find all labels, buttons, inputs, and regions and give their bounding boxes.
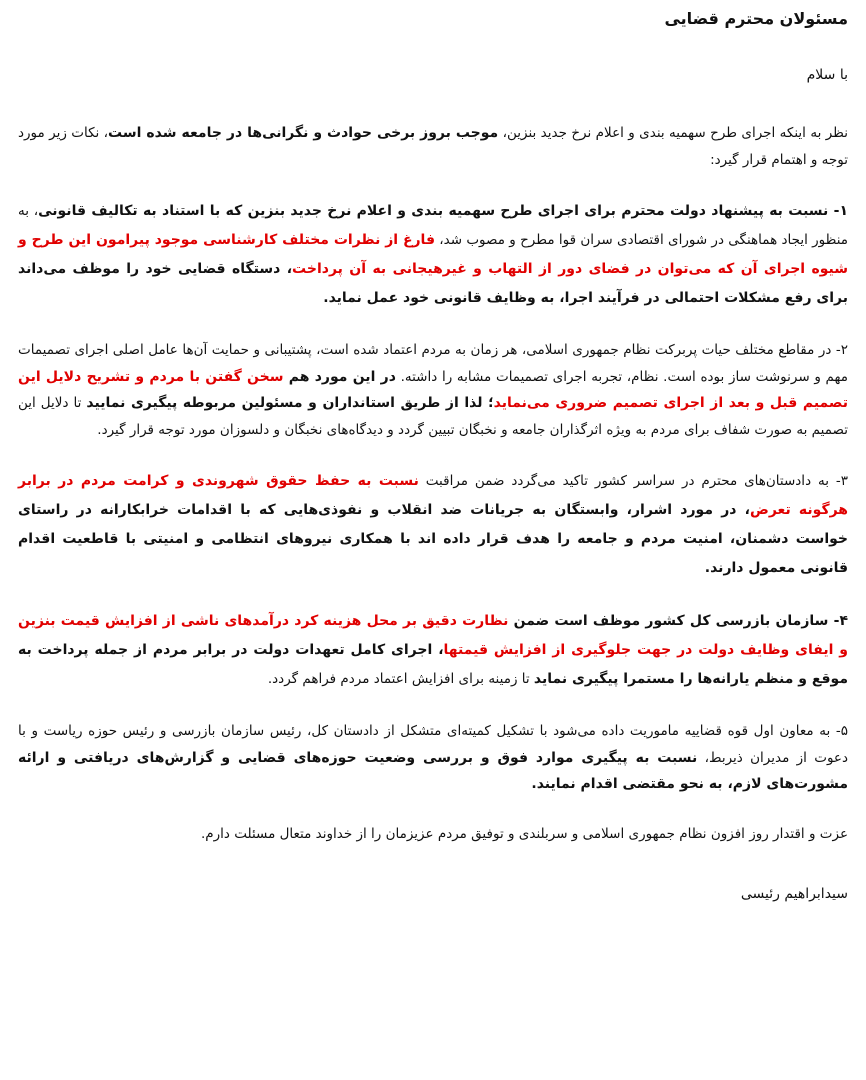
item-2-text-end: تا دلایل این تصمیم به صورت شفاف برای مردم به ویژه اثرگذاران جامعه و نخبگان تبیین گردد و دیدگاه‌های نخبگان و دلسوزان مورد توجه قرار گیرد. [18, 395, 848, 438]
item-2-bold: در این مورد هم [283, 368, 396, 385]
item-2-text: ۲- در مقاطع مختلف حیات پربرکت نظام جمهوری اسلامی، هر زمان به مردم اعتماد شده است، پشتیبانی و حمایت آن‌ها عامل اصلی اجرای تصمیمات مهم و سرنوشت ساز بوده است. نظام، تجربه اجرای تصمیمات مشابه را داشته. [18, 342, 848, 385]
item-1-bold-end: ، دستگاه قضایی خود را موظف می‌داند برای رفع مشکلات احتمالی در فرآیند اجرا، به وظایف قانونی خود عمل نماید. [18, 261, 848, 306]
letter-title: مسئولان محترم قضایی [664, 9, 848, 28]
item-4-red-emphasis: نظارت دقیق بر محل هزینه کرد درآمدهای ناشی از افزایش قیمت بنزین و ایفای وظایف دولت در جهت جلوگیری از افزایش قیمتها [18, 613, 849, 658]
item-1-paragraph [18, 197, 848, 313]
item-5-text: ۵- به معاون اول قوه قضاییه ماموریت داده می‌شود با تشکیل کمیته‌ای متشکل از دادستان کل، رئیس سازمان بازرسی و رئیس حوزه ریاست و با دعوت از مدیران ذیربط، [18, 723, 848, 766]
intro-text-end: ، نکات زیر مورد توجه و اهتمام قرار گیرد: [18, 125, 848, 168]
item-3-text: ۳- به دادستان‌های محترم در سراسر کشور تاکید می‌گردد ضمن مراقبت [418, 473, 848, 489]
item-1-bold: ۱- نسبت به پیشنهاد دولت محترم برای اجرای طرح سهمیه بندی و اعلام نرخ جدید بنزین که با استناد به تکالیف قانونی [38, 203, 848, 219]
item-1-text: ، به منظور ایجاد هماهنگی در شورای اقتصادی سران قوا مطرح و مصوب شد، [18, 203, 849, 248]
item-3-bold: ، در مورد اشرار، وابستگان به جریانات ضد انقلاب و نفوذی‌هایی که با اقدامات خرابکارانه در راستای خواست دشمنان، امنیت مردم و جامعه را هدف قرار داده اند با همکاری نیروهای انتظامی و امنیتی با قاطعیت اقدام قانونی معمول دارند. [18, 502, 848, 576]
item-4-paragraph [18, 607, 848, 694]
item-2-red-emphasis: سخن گفتن با مردم و تشریح دلایل این تصمیم قبل و بعد از اجرای تصمیم ضروری می‌نماید [18, 368, 848, 411]
item-2-bold-end: ؛ لذا از طریق استانداران و مسئولین مربوطه پیگیری نمایید [86, 395, 494, 411]
letter-signature: سیدابراهیم رئیسی [740, 885, 848, 902]
item-5-bold: نسبت به پیگیری موارد فوق و بررسی وضعیت حوزه‌های قضایی و گزارش‌های دریافتی و ارائه مشورت‌های لازم، به نحو مقتضی اقدام نمایند. [18, 749, 848, 792]
item-4-bold: ۴- سازمان بازرسی کل کشور موظف است ضمن [508, 613, 848, 629]
letter-greeting: با سلام [806, 67, 848, 83]
intro-paragraph [18, 120, 848, 173]
item-4-bold-end: ، اجرای کامل تعهدات دولت در برابر مردم از جمله پرداخت به موقع و منظم یارانه‌ها را مستمرا پیگیری نماید [18, 642, 848, 687]
item-1-red-emphasis: فارغ از نظرات مختلف کارشناسی موجود پیرامون این طرح و شیوه اجرای آن که می‌توان در فضای دور از التهاب و غیرهیجانی به آن پرداخت [18, 232, 849, 277]
intro-emphasis: موجب بروز برخی حوادث و نگرانی‌ها در جامعه شده است [108, 125, 499, 141]
item-5-paragraph [18, 718, 848, 798]
item-2-paragraph [18, 337, 848, 443]
item-3-paragraph [18, 467, 848, 583]
intro-text: نظر به اینکه اجرای طرح سهمیه بندی و اعلام نرخ جدید بنزین، [498, 125, 848, 141]
letter-closing: عزت و اقتدار روز افزون نظام جمهوری اسلامی و سربلندی و توفیق مردم عزیزمان را از خداوند متعال مسئلت دارم. [201, 825, 848, 842]
item-4-text-end: تا زمینه برای افزایش اعتماد مردم فراهم گردد. [267, 671, 534, 687]
item-3-red-emphasis: نسبت به حفظ حقوق شهروندی و کرامت مردم در برابر هرگونه تعرض [18, 473, 848, 518]
